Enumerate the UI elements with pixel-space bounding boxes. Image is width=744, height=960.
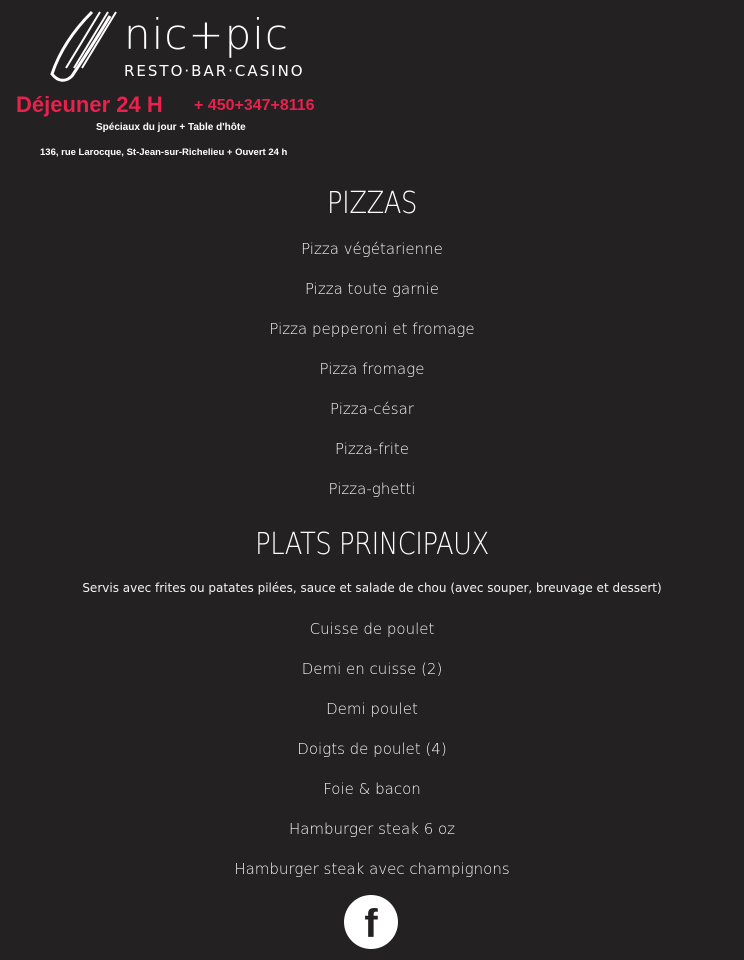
restaurant-header [0,0,380,170]
menu-item: Pizza-frite [335,440,409,458]
menu-item: Pizza toute garnie [304,280,440,298]
menu-item: Pizza-césar [330,400,414,418]
facebook-icon[interactable] [344,895,398,949]
section-title-pizzas: PIZZAS [327,186,417,221]
menu-item: Foie & bacon [323,780,421,798]
specials-line: Spéciaux du jour + Table d'hôte [96,122,246,133]
section-title-plats: PLATS PRINCIPAUX [255,527,489,562]
logo-name: nic+pic [124,10,289,59]
menu-item: Demi poulet [326,700,418,718]
logo-tagline: RESTO·BAR·CASINO [124,62,305,80]
breakfast-heading: Déjeuner 24 H [16,92,163,117]
menu-item: Pizza-ghetti [328,480,416,498]
menu-item: Demi en cuisse (2) [301,660,443,678]
facebook-glyph: f [364,902,378,946]
address-line: 136, rue Larocque, St-Jean-sur-Richelieu + Ouvert 24 h [40,147,288,158]
menu-item: Pizza fromage [319,360,425,378]
menu-item: Pizza végétarienne [301,240,443,258]
menu-item: Cuisse de poulet [309,620,435,638]
menu-item: Pizza pepperoni et fromage [269,320,475,338]
phone-number: + 450+347+8116 [194,97,315,114]
menu-item: Hamburger steak avec champignons [234,860,510,878]
section-note: Servis avec frites ou patates pilées, sauce et salade de chou (avec souper, breuvage et dessert) [82,580,662,595]
menu-item: Doigts de poulet (4) [297,740,447,758]
menu-item: Hamburger steak 6 oz [288,820,456,838]
fork-logo-icon [44,10,124,86]
